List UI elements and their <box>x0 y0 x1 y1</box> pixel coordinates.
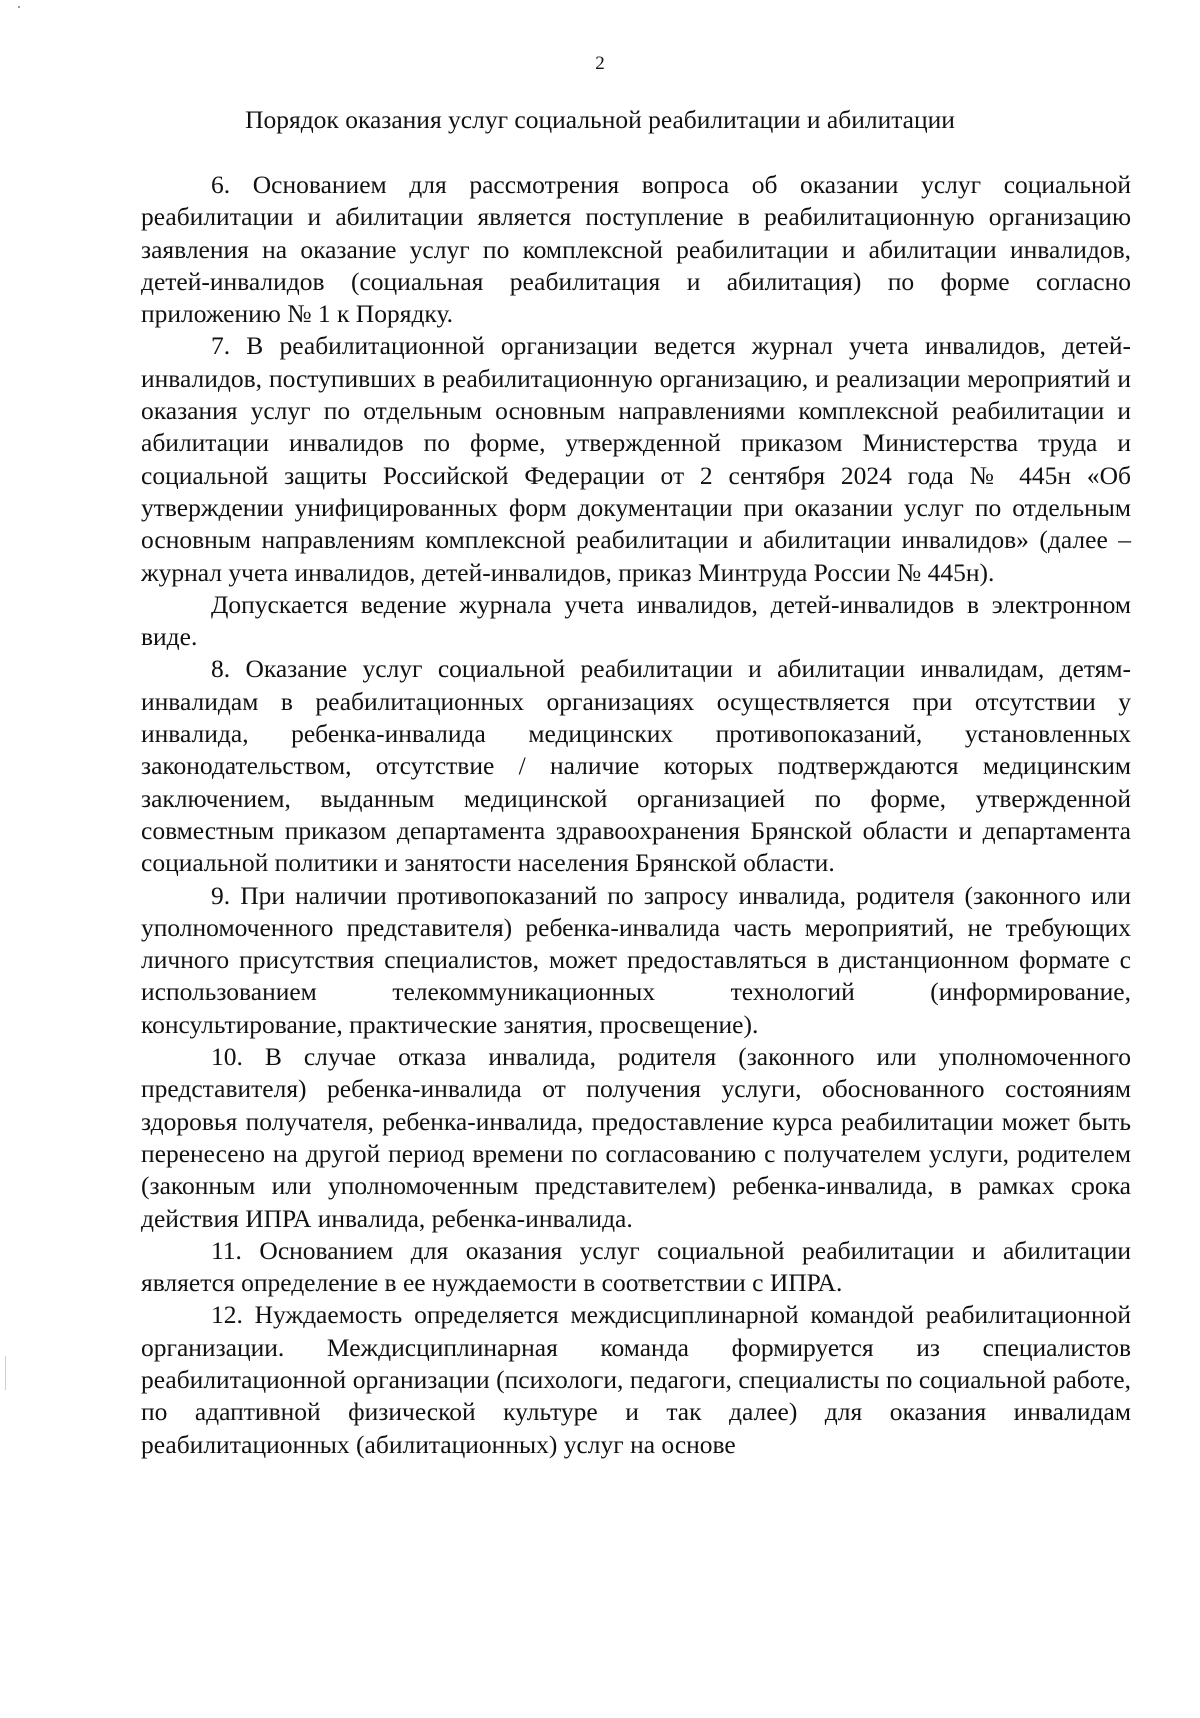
paragraph-item-12: 12. Нуждаемость определяется междисциплинарной командой реабилитационной организации. Междисциплинарная команда формируется из специалистов реабилитационной организации (психологи, педагоги, специалисты по социальной работе, по адаптивной физической культуре и так далее) для оказания инвалидам реабилитационных (абилитационных) услуг на основе <box>141 1300 1131 1459</box>
document-title: Порядок оказания услуг социальной реабилитации и абилитации <box>245 105 955 134</box>
scan-artifact-line <box>5 1356 6 1390</box>
paragraph-electronic-journal: Допускается ведение журнала учета инвалидов, детей-инвалидов в электронном виде. <box>141 589 1131 652</box>
document-body <box>141 169 1131 1461</box>
scan-artifact <box>18 6 20 8</box>
paragraph-item-10: 10. В случае отказа инвалида, родителя (законного или уполномоченного представителя) ребенка-инвалида от получения услуги, обоснованного состояниям здоровья получателя, ребенка-инвалида, предоставление курса реабилитации может быть перенесено на другой период времени по согласованию с получателем услуги, родителем (законным или уполномоченным представителем) ребенка-инвалида, в рамках срока действия ИПРА инвалида, ребенка-инвалида. <box>141 1042 1131 1233</box>
paragraph-item-8: 8. Оказание услуг социальной реабилитации и абилитации инвалидам, детям-инвалидам в реабилитационных организациях осуществляется при отсутствии у инвалида, ребенка-инвалида медицинских противопоказаний, установленных законодательством, отсутствие / наличие которых подтверждаются медицинским заключением, выданным медицинской организацией по форме, утвержденной совместным приказом департамента здравоохранения Брянской области и департамента социальной политики и занятости населения Брянской области. <box>141 654 1131 878</box>
paragraph-item-6: 6. Основанием для рассмотрения вопроса об оказании услуг социальной реабилитации и абилитации является поступление в реабилитационную организацию заявления на оказание услуг по комплексной реабилитации и абилитации инвалидов, детей-инвалидов (социальная реабилитация и абилитация) по форме согласно приложению № 1 к Порядку. <box>141 170 1131 329</box>
paragraph-item-9: 9. При наличии противопоказаний по запросу инвалида, родителя (законного или уполномоченного представителя) ребенка-инвалида часть мероприятий, не требующих личного присутствия специалистов, может предоставляться в дистанционном формате с использованием телекоммуникационных технологий (информирование, консультирование, практические занятия, просвещение). <box>141 880 1131 1039</box>
page-number: 2 <box>595 53 605 74</box>
paragraph-item-7: 7. В реабилитационной организации ведется журнал учета инвалидов, детей-инвалидов, поступивших в реабилитационную организацию, и реализации мероприятий и оказания услуг по отдельным основным направлениями комплексной реабилитации и абилитации инвалидов по форме, утвержденной приказом Министерства труда и социальной защиты Российской Федерации от 2 сентября 2024 года № 445н «Об утверждении унифицированных форм документации при оказании услуг по отдельным основным направлениям комплексной реабилитации и абилитации инвалидов» (далее – журнал учета инвалидов, детей-инвалидов, приказ Минтруда России № 445н). <box>141 331 1131 587</box>
paragraph-item-11: 11. Основанием для оказания услуг социальной реабилитации и абилитации является определение в ее нуждаемости в соответствии с ИПРА. <box>141 1235 1131 1298</box>
